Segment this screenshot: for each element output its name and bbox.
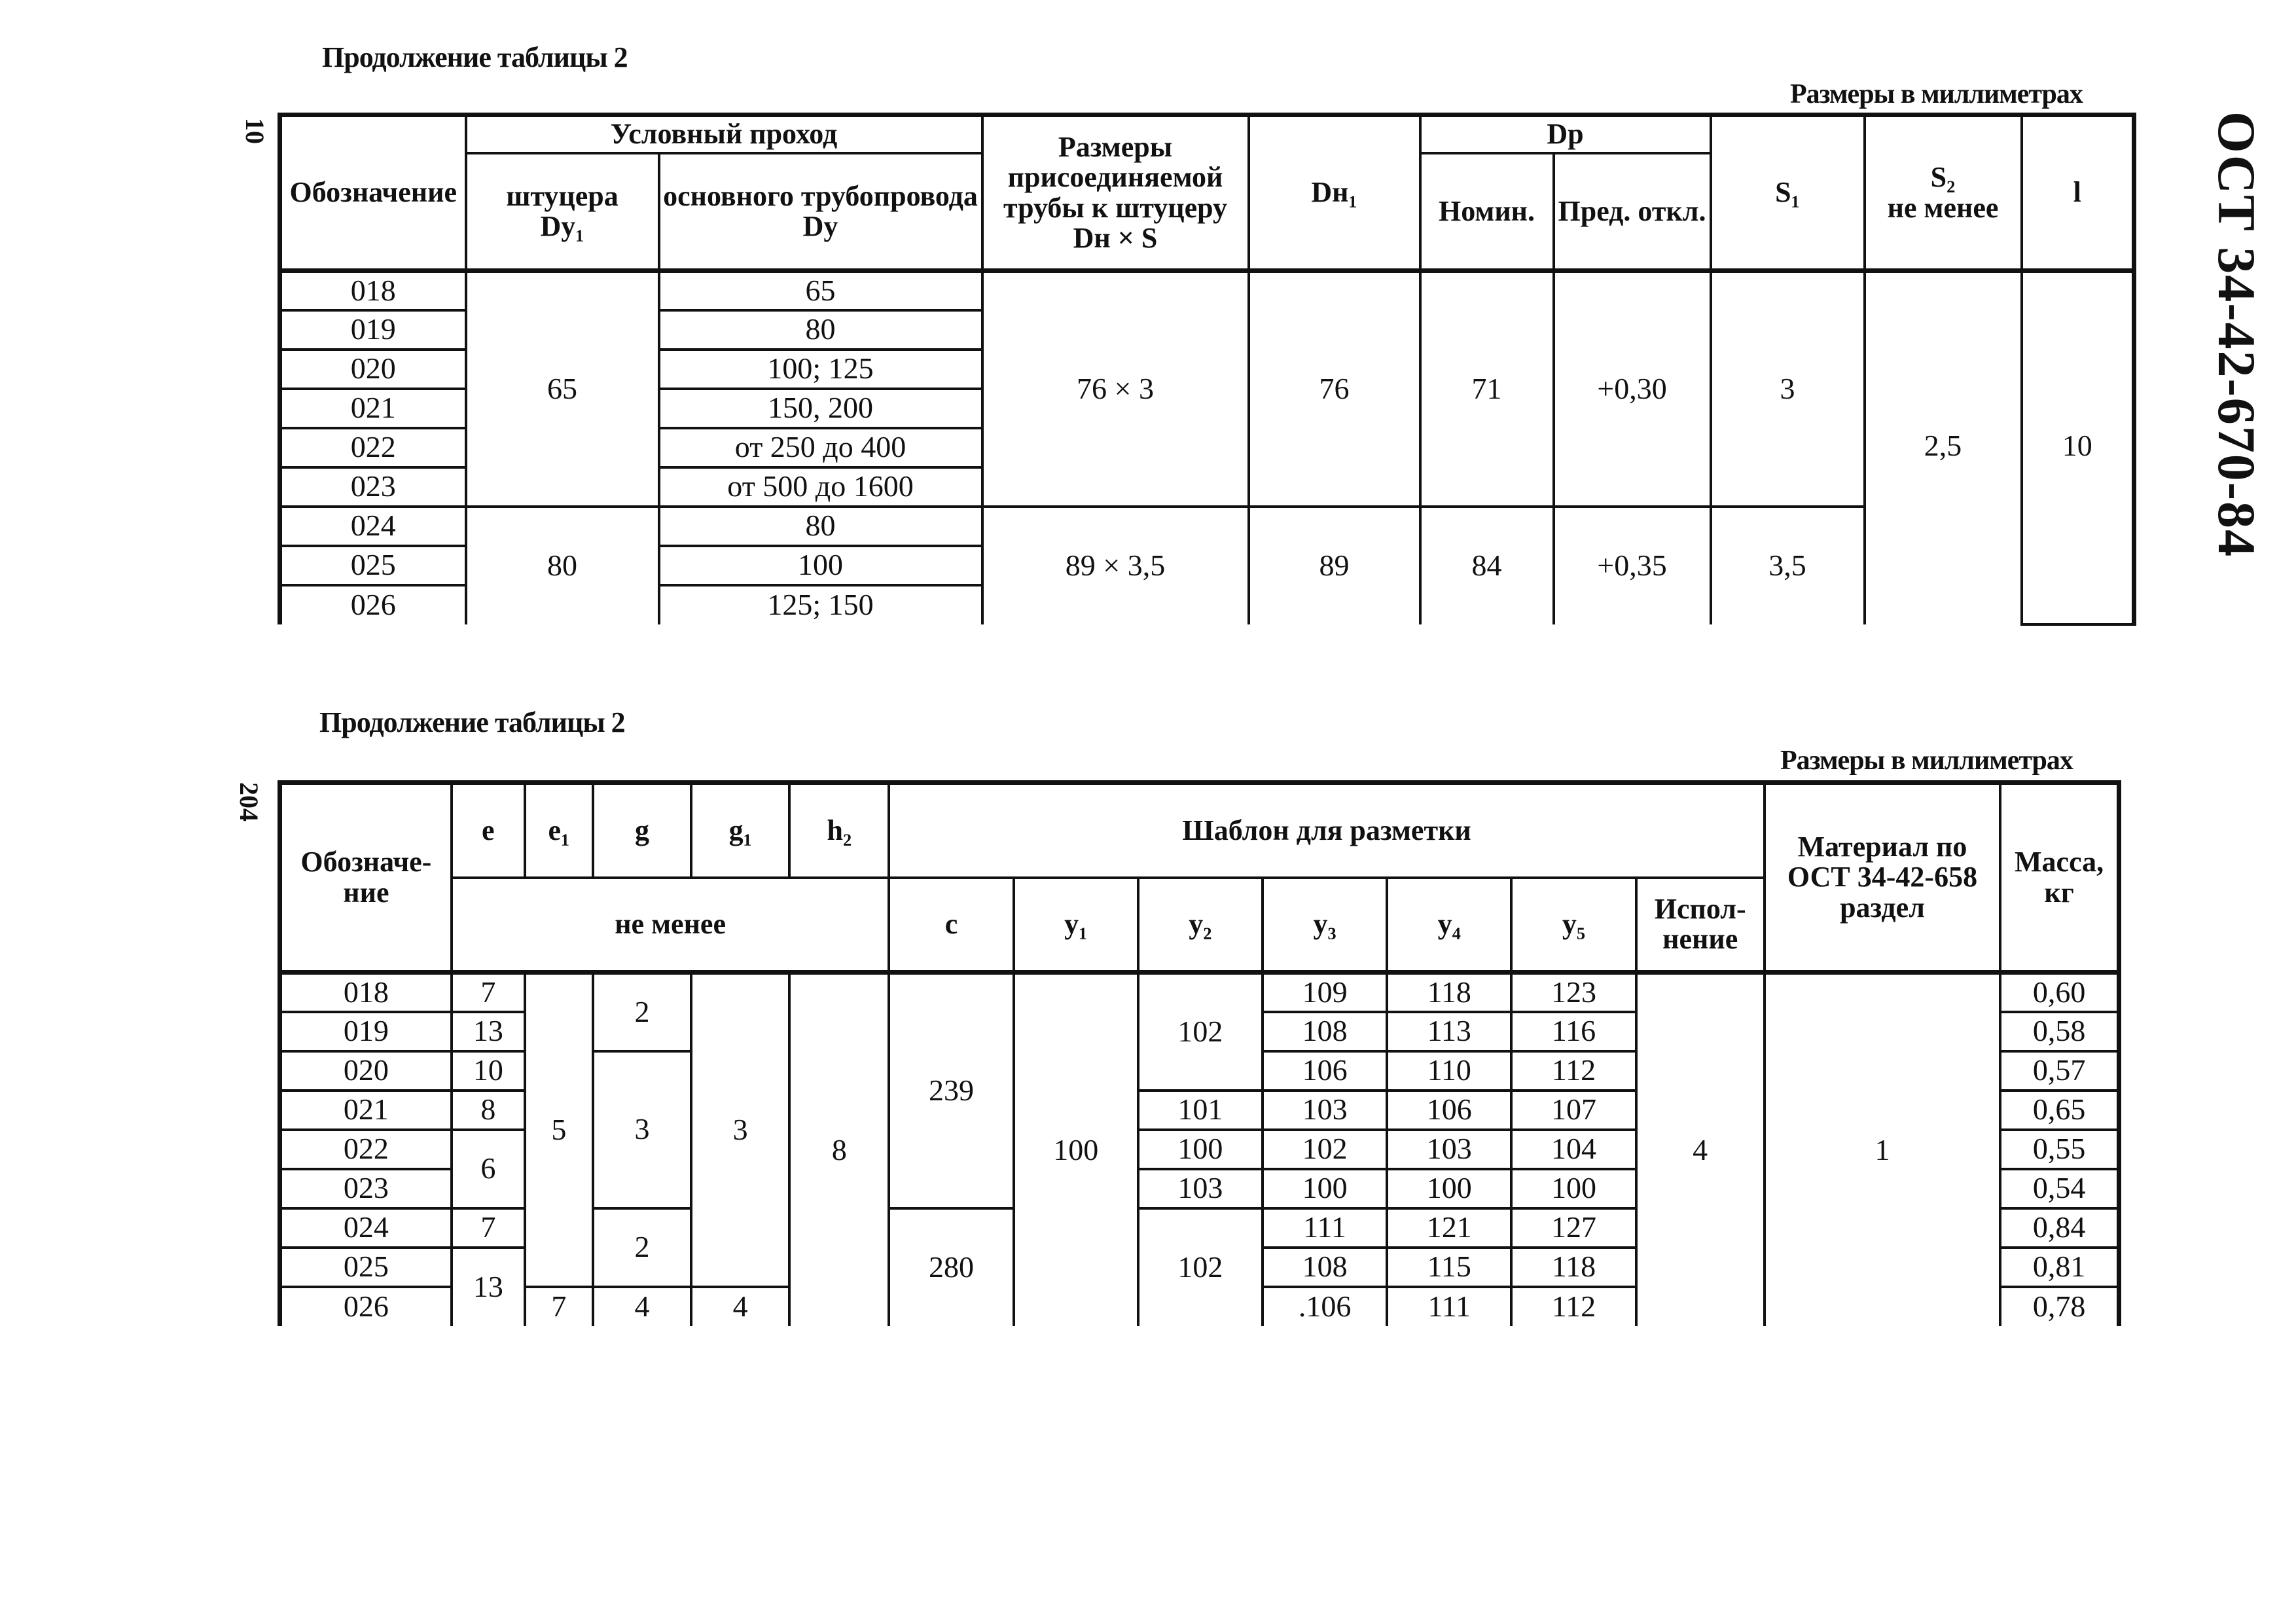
t1-dy: 80 <box>659 310 982 350</box>
t1-header-tol: Пред. откл. <box>1554 153 1711 271</box>
t2-header-g1: g₁ <box>691 783 789 878</box>
t2-c: 239 <box>889 973 1013 1208</box>
document-code: ОСТ 34-42-670-84 <box>2207 111 2267 558</box>
t1-header-dn1: Dн₁ <box>1249 115 1420 271</box>
t1-code: 024 <box>280 507 466 546</box>
t2-header-mass: Масса, кг <box>2000 783 2119 973</box>
t2-e: 7 <box>452 1208 525 1248</box>
t2-y2: 102 <box>1138 1208 1263 1326</box>
t1-dy: 125; 150 <box>659 585 982 624</box>
t1-dy1: 65 <box>466 271 659 507</box>
t1-dy: от 500 до 1600 <box>659 467 982 507</box>
t2-y5: 104 <box>1511 1130 1636 1169</box>
t2-mass: 0,60 <box>2000 973 2119 1012</box>
t1-header-s1: S₁ <box>1711 115 1865 271</box>
t1-header-main-pipe-sym: Dy <box>802 209 838 242</box>
t2-code: 021 <box>280 1091 452 1130</box>
t1-nom: 71 <box>1420 271 1554 507</box>
t2-g1: 4 <box>691 1287 789 1326</box>
t2-e: 10 <box>452 1051 525 1091</box>
t2-e: 7 <box>452 973 525 1012</box>
t1-code: 021 <box>280 389 466 428</box>
t2-header-e: e <box>452 783 525 878</box>
t2-material: 1 <box>1765 973 2000 1326</box>
t2-mass: 0,81 <box>2000 1248 2119 1287</box>
t1-s1: 3,5 <box>1711 507 1865 624</box>
t2-e: 13 <box>452 1012 525 1051</box>
t2-header-material: Материал по ОСТ 34-42-658 раздел <box>1765 783 2000 973</box>
t2-y4: 111 <box>1387 1287 1511 1326</box>
t1-header-s2-note: не менее <box>1887 191 1999 224</box>
t1-header-dp: Dp <box>1420 115 1711 153</box>
t2-y4: 100 <box>1387 1169 1511 1208</box>
t2-y4: 110 <box>1387 1051 1511 1091</box>
t2-e1: 7 <box>525 1287 593 1326</box>
t1-nom: 84 <box>1420 507 1554 624</box>
t2-mass: 0,54 <box>2000 1169 2119 1208</box>
t2-g1: 3 <box>691 973 789 1287</box>
t2-y3: 108 <box>1263 1248 1387 1287</box>
t1-header-l: l <box>2022 115 2134 271</box>
t1-code: 025 <box>280 546 466 585</box>
t2-e: 13 <box>452 1248 525 1326</box>
table1-caption: Продолжение таблицы 2 <box>322 41 628 73</box>
table1 <box>278 113 2136 626</box>
t1-code: 023 <box>280 467 466 507</box>
t2-y4: 103 <box>1387 1130 1511 1169</box>
table-row <box>280 271 2134 310</box>
table-row <box>280 507 2134 546</box>
t2-header-y4: y₄ <box>1387 878 1511 973</box>
t2-y5: 118 <box>1511 1248 1636 1287</box>
t1-code: 026 <box>280 585 466 624</box>
t2-y2: 102 <box>1138 973 1263 1091</box>
t1-dy: от 250 до 400 <box>659 428 982 467</box>
t2-header-designation: Обозначе-ние <box>280 783 452 973</box>
t2-header-e1: e₁ <box>525 783 593 878</box>
t2-y2: 100 <box>1138 1130 1263 1169</box>
t1-dy: 65 <box>659 271 982 310</box>
t2-code: 018 <box>280 973 452 1012</box>
t2-y5: 107 <box>1511 1091 1636 1130</box>
table-row <box>280 973 2119 1012</box>
t1-header-s2 <box>1865 115 2022 271</box>
t1-dy: 100; 125 <box>659 350 982 389</box>
t2-code: 024 <box>280 1208 452 1248</box>
t2-e: 8 <box>452 1091 525 1130</box>
table1-page-number: 10 <box>240 118 270 144</box>
t2-header-y2: y₂ <box>1138 878 1263 973</box>
t2-header-c: c <box>889 878 1013 973</box>
t2-header-g: g <box>593 783 691 878</box>
t2-code: 025 <box>280 1248 452 1287</box>
t1-dn1: 89 <box>1249 507 1420 624</box>
t1-dy: 100 <box>659 546 982 585</box>
t1-header-pipe-size-label: Размеры присоединяемой трубы к штуцеру <box>1003 131 1228 224</box>
t1-header-fitting-label: штуцера <box>506 179 619 212</box>
t2-version: 4 <box>1636 973 1765 1326</box>
t1-dy: 80 <box>659 507 982 546</box>
t1-code: 020 <box>280 350 466 389</box>
t1-header-cond-pass: Условный проход <box>466 115 982 153</box>
t2-g: 2 <box>593 973 691 1051</box>
t2-y5: 100 <box>1511 1169 1636 1208</box>
t2-e: 6 <box>452 1130 525 1208</box>
t1-tol: +0,35 <box>1554 507 1711 624</box>
t2-code: 022 <box>280 1130 452 1169</box>
t2-e1: 5 <box>525 973 593 1287</box>
t2-mass: 0,78 <box>2000 1287 2119 1326</box>
t2-y4: 118 <box>1387 973 1511 1012</box>
t1-code: 022 <box>280 428 466 467</box>
t2-header-y1: y₁ <box>1014 878 1138 973</box>
t1-header-nom: Номин. <box>1420 153 1554 271</box>
t2-g: 4 <box>593 1287 691 1326</box>
t2-mass: 0,55 <box>2000 1130 2119 1169</box>
t2-y3: 111 <box>1263 1208 1387 1248</box>
table2-units: Размеры в миллиметрах <box>1780 746 2073 776</box>
t2-y2: 101 <box>1138 1091 1263 1130</box>
t1-header-designation: Обозначение <box>280 115 466 271</box>
table2-page-number: 204 <box>234 782 264 821</box>
t1-code: 019 <box>280 310 466 350</box>
t2-y5: 112 <box>1511 1051 1636 1091</box>
t1-s2: 2,5 <box>1865 271 2022 624</box>
t1-header-fitting-sym: Dy₁ <box>540 209 584 242</box>
t2-header-not-less: не менее <box>452 878 889 973</box>
t2-y5: 112 <box>1511 1287 1636 1326</box>
t1-header-pipe-size-sym: Dн × S <box>1073 221 1158 254</box>
t2-header-version: Испол-нение <box>1636 878 1765 973</box>
t2-header-template: Шаблон для разметки <box>889 783 1764 878</box>
t1-tol: +0,30 <box>1554 271 1711 507</box>
t1-header-fitting <box>466 153 659 271</box>
t1-dy: 150, 200 <box>659 389 982 428</box>
t2-code: 026 <box>280 1287 452 1326</box>
t1-s1: 3 <box>1711 271 1865 507</box>
t1-l: 10 <box>2022 271 2134 624</box>
t2-y2: 103 <box>1138 1169 1263 1208</box>
t2-header-h2: h₂ <box>789 783 889 878</box>
t2-y4: 115 <box>1387 1248 1511 1287</box>
t2-code: 023 <box>280 1169 452 1208</box>
t2-g: 2 <box>593 1208 691 1287</box>
t2-mass: 0,84 <box>2000 1208 2119 1248</box>
t2-c: 280 <box>889 1208 1013 1326</box>
t1-code: 018 <box>280 271 466 310</box>
t2-y3: 108 <box>1263 1012 1387 1051</box>
t2-y3: 106 <box>1263 1051 1387 1091</box>
t2-header-y3: y₃ <box>1263 878 1387 973</box>
t2-mass: 0,65 <box>2000 1091 2119 1130</box>
table2 <box>278 780 2121 1326</box>
t1-pipe: 89 × 3,5 <box>982 507 1249 624</box>
t2-y5: 127 <box>1511 1208 1636 1248</box>
t2-header-y5: y₅ <box>1511 878 1636 973</box>
t2-code: 019 <box>280 1012 452 1051</box>
table2-caption: Продолжение таблицы 2 <box>319 706 625 738</box>
t2-g: 3 <box>593 1051 691 1208</box>
t2-y5: 123 <box>1511 973 1636 1012</box>
t1-header-main-pipe <box>659 153 982 271</box>
t2-y3: 109 <box>1263 973 1387 1012</box>
t2-y4: 121 <box>1387 1208 1511 1248</box>
t2-h2: 8 <box>789 973 889 1326</box>
t2-y3: 103 <box>1263 1091 1387 1130</box>
t2-code: 020 <box>280 1051 452 1091</box>
t2-y4: 106 <box>1387 1091 1511 1130</box>
t2-y3: 100 <box>1263 1169 1387 1208</box>
t2-y3: 102 <box>1263 1130 1387 1169</box>
table1-units: Размеры в миллиметрах <box>1790 79 2083 109</box>
t1-pipe: 76 × 3 <box>982 271 1249 507</box>
t2-mass: 0,58 <box>2000 1012 2119 1051</box>
t1-header-pipe-size <box>982 115 1249 271</box>
t2-y3: .106 <box>1263 1287 1387 1326</box>
t1-dn1: 76 <box>1249 271 1420 507</box>
t2-y5: 116 <box>1511 1012 1636 1051</box>
t1-header-main-pipe-label: основного трубопровода <box>663 179 978 212</box>
t2-y4: 113 <box>1387 1012 1511 1051</box>
t2-mass: 0,57 <box>2000 1051 2119 1091</box>
t2-y1: 100 <box>1014 973 1138 1326</box>
t1-dy1: 80 <box>466 507 659 624</box>
t1-header-s2-sym: S₂ <box>1930 161 1956 194</box>
